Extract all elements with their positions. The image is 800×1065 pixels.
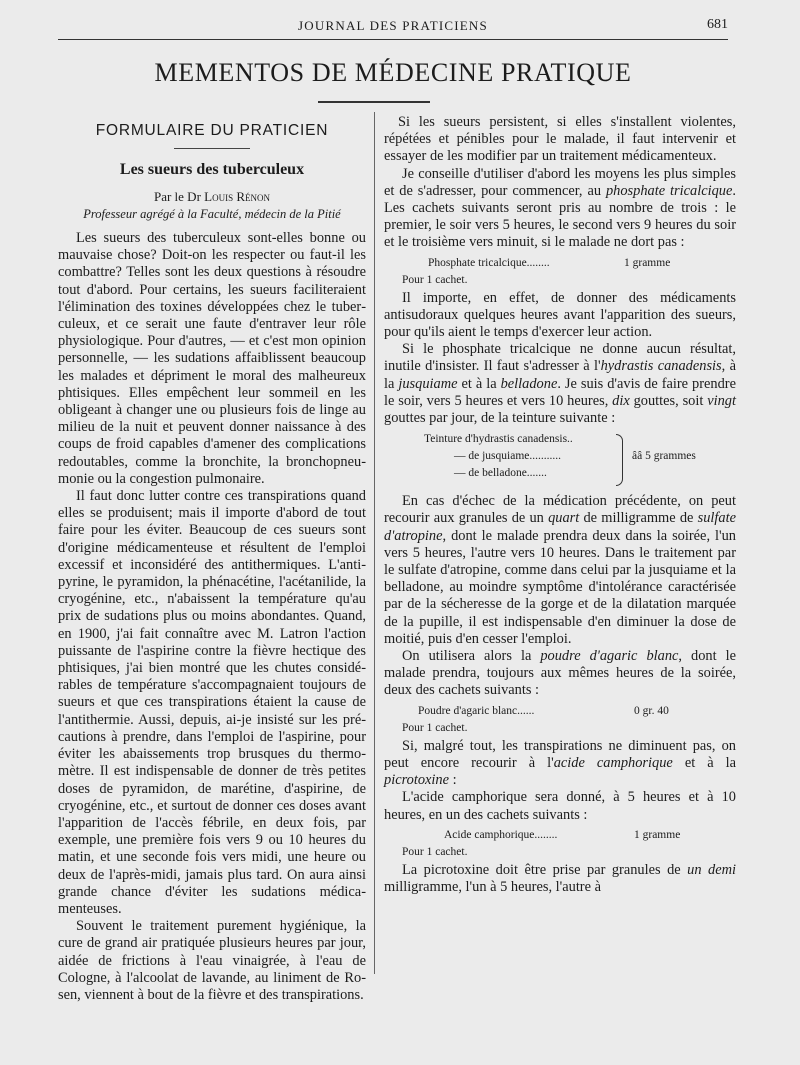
- paragraph: [384, 493, 736, 648]
- text-run: La picrotoxine doit être prise par granules de: [402, 861, 688, 878]
- emphasis: picrotoxine: [384, 772, 450, 789]
- prescription-dose: 1 gramme: [624, 256, 671, 269]
- text-run: , dont le malade prendra deux dans la soirée, l'un vers 5 heures, l'autre vers 10 heures. Dans le traitement par le sulfate d'atropine, comme dans celui par la jusquiame et la belladone, au moindre symptôme d'intolérance caractérisée par de la sécheresse de la gorge et de la dilatation marquée de la pupille, il est indispensable d'en diminuer la dose de moitié, puis d'en cesser l'emploi.: [384, 527, 736, 647]
- paragraph: [384, 648, 736, 700]
- prescription-note: Pour 1 cachet.: [402, 273, 468, 286]
- page-number: 681: [707, 17, 728, 32]
- emphasis: hydrastis canadensis: [600, 358, 722, 375]
- emphasis: poudre d'agaric blanc: [540, 648, 679, 665]
- paragraph: [384, 738, 736, 790]
- prescription-note: Pour 1 cachet.: [402, 845, 468, 858]
- prescription-dose: 1 gramme: [634, 828, 681, 841]
- prescription-item: Phosphate tricalcique........: [428, 256, 550, 269]
- emphasis: acide camphorique: [553, 754, 673, 771]
- text-run: gouttes, soit: [629, 392, 708, 409]
- prescription-item: Poudre d'agaric blanc......: [418, 704, 535, 717]
- prescription-line: [384, 829, 736, 846]
- rubric-rule: [174, 148, 250, 149]
- text-run: On utilisera alors la: [402, 648, 541, 665]
- text-run: . Je suis d'avis de faire prendre le soir, vers 5 heures et vers 10 heures,: [384, 375, 736, 409]
- emphasis: un demi: [687, 861, 736, 878]
- paragraph: L'acide camphorique sera donné, à 5 heures et à 10 heures, en un des cachets suivants :: [384, 789, 736, 823]
- paragraph: Les sueurs des tuberculeux sont-elles bonne ou mauvaise chose? Doit-on les respecter ou faut-il les combattre? Telles sont les deux questions à résoudre tout d'abord. Pour certains, les sueurs faciliteraient l'élimination des toxines développées chez le tuberculeux, et ce serait une faute d'entraver leur rôle physiologique. Pour d'autres, — et c'est mon opinion personnelle, — les sudations affaiblissent beaucoup les malades et dépriment le moral des malheureux phtisiques. Elles empêchent leur sommeil en les obligeant à changer une ou plusieurs fois de linge au milieu de la nuit et peuvent donner naissance à des coups de froid capables d'amener des complications redoutables, comme la bronchite, la bronchopneumonie ou la congestion pulmonaire.: [58, 230, 366, 487]
- prescription-dose: 0 gr. 40: [634, 704, 669, 717]
- text-run: Si, malgré tout, les transpirations ne diminuent pas, on peut encore recourir à l': [384, 737, 736, 771]
- compound-line: — de jusquiame...........: [454, 450, 561, 463]
- paragraph: Il faut donc lutter contre ces transpirations quand elles se produisent; mais il importe d'abord de tout faire pour les éviter. Beaucoup de ces sueurs sont d'origine médicamenteuse et résultent de l'emploi excessif et inconsidéré des antithermiques. L'antipyrine, le pyramidon, la phénacétine, l'acétanilide, la cryogénine, etc., n'abaissent la température qu'au prix de sudations plus ou moins abondantes. Quand, en 1900, j'ai fait connaître avec M. Latron l'action puissante de l'aspirine contre la fièvre hectique des phtisiques, j'ai bien montré que les chutes considérables de température s'accompagnaient toujours de sueurs et que ces transpirations étaient la cause de l'antithermie. Aussi, depuis, ai-je insisté sur les précautions à prendre, dans l'emploi de l'aspirine, pour éviter les abaissements trop brusques du thermomètre. Il est indispensable de donner de très petites doses de pyramidon, de marétine, d'aspirine, de cryogénine, etc., et surtout de donner ces doses avant l'apparition de l'accès fébrile, en deux fois, par exemple, une première fois vers 9 ou 10 heures du matin, et une seconde fois vers midi, une heure ou deux de l'après-midi, jamais plus tard. On aura ainsi grande chance d'éviter les sudations médicamenteuses.: [58, 488, 366, 917]
- text-run: gouttes par jour, de la teinture suivante :: [384, 410, 616, 427]
- title-rule: [318, 101, 430, 103]
- paragraph: [384, 166, 736, 252]
- running-head: [58, 14, 728, 36]
- prescription-line: [384, 257, 736, 274]
- compound-line: Teinture d'hydrastis canadensis..: [424, 433, 573, 446]
- text-run: Si le phosphate tricalcique ne donne aucun résultat, inutile d'insister. Il faut s'adresser à l': [384, 341, 736, 375]
- text-run: Je conseille d'utiliser d'abord les moyens les plus simples et de s'adresser, pour commencer, au: [384, 165, 736, 199]
- byline-prefix: Par le Dr: [153, 189, 201, 204]
- emphasis: dix: [612, 392, 630, 409]
- header-rule: [58, 39, 728, 40]
- text-run: et à la: [672, 754, 737, 771]
- brace-mark: [616, 434, 623, 486]
- paragraph: [384, 862, 736, 896]
- compound-dose: ââ 5 grammes: [632, 450, 696, 463]
- author-name: Louis Rénon: [204, 189, 271, 204]
- emphasis: vingt: [707, 392, 736, 409]
- text-run: et à la: [457, 375, 501, 392]
- article-title: Les sueurs des tuberculeux: [119, 161, 305, 178]
- emphasis: jusquiame: [398, 375, 458, 392]
- rubric-heading: FORMULAIRE DU PRATICIEN: [95, 122, 329, 139]
- compound-line: — de belladone.......: [454, 467, 547, 480]
- author-affiliation: Professeur agrégé à la Faculté, médecin de la Pitié: [83, 207, 341, 221]
- emphasis: sulfate d'atropine: [384, 510, 736, 544]
- right-column: [384, 114, 736, 896]
- text-run: , à la: [384, 358, 736, 392]
- journal-title: JOURNAL DES PRATICIENS: [298, 18, 488, 33]
- prescription-item: Acide camphorique........: [444, 828, 558, 841]
- column-divider: [374, 112, 375, 974]
- paragraph: Si les sueurs persistent, si elles s'installent violentes, répétées et pénibles pour le malade, il faut intervenir et essayer de les modifier par un traitement médicamenteux.: [384, 114, 736, 165]
- paragraph: Il importe, en effet, de donner des médicaments antisudoraux quelques heures avant l'apparition des sueurs, pour qu'ils aient le temps d'exercer leur action.: [384, 289, 736, 341]
- prescription-note: Pour 1 cachet.: [402, 721, 468, 734]
- prescription-line: [384, 705, 736, 722]
- text-run: , dont le malade prendra, toujours aux mêmes heures de la soirée, deux des cachets suivants :: [384, 648, 737, 699]
- byline: [58, 189, 366, 205]
- paragraph: Souvent le traitement purement hygiénique, la cure de grand air pratiquée plusieurs heures par jour, aidée de frictions à l'eau vinaigrée, à l'eau de Cologne, à l'alcoolat de lavande, au liniment de Rosen, viennent à bout de la fièvre et des transpirations.: [58, 918, 366, 1003]
- compound-prescription: [384, 433, 736, 487]
- section-title: MEMENTOS DE MÉDECINE PRATIQUE: [154, 58, 632, 87]
- paragraph: [384, 341, 736, 427]
- emphasis: belladone: [500, 375, 558, 392]
- text-run: . Les cachets suivants seront pris au nombre de trois : le premier, le soir vers 5 heures, le second vers 9 heures du soir et le troisième vers minuit, si le malade ne dort pas :: [384, 182, 736, 251]
- text-run: milligramme, l'un à 5 heures, l'autre à: [384, 878, 601, 895]
- text-run: de milligramme de: [579, 510, 698, 527]
- text-run: :: [449, 772, 457, 789]
- emphasis: phosphate tricalcique: [605, 182, 733, 199]
- left-column: [58, 114, 366, 1004]
- text-run: En cas d'échec de la médication précédente, on peut recourir aux granules de un: [384, 493, 736, 527]
- emphasis: quart: [548, 510, 580, 527]
